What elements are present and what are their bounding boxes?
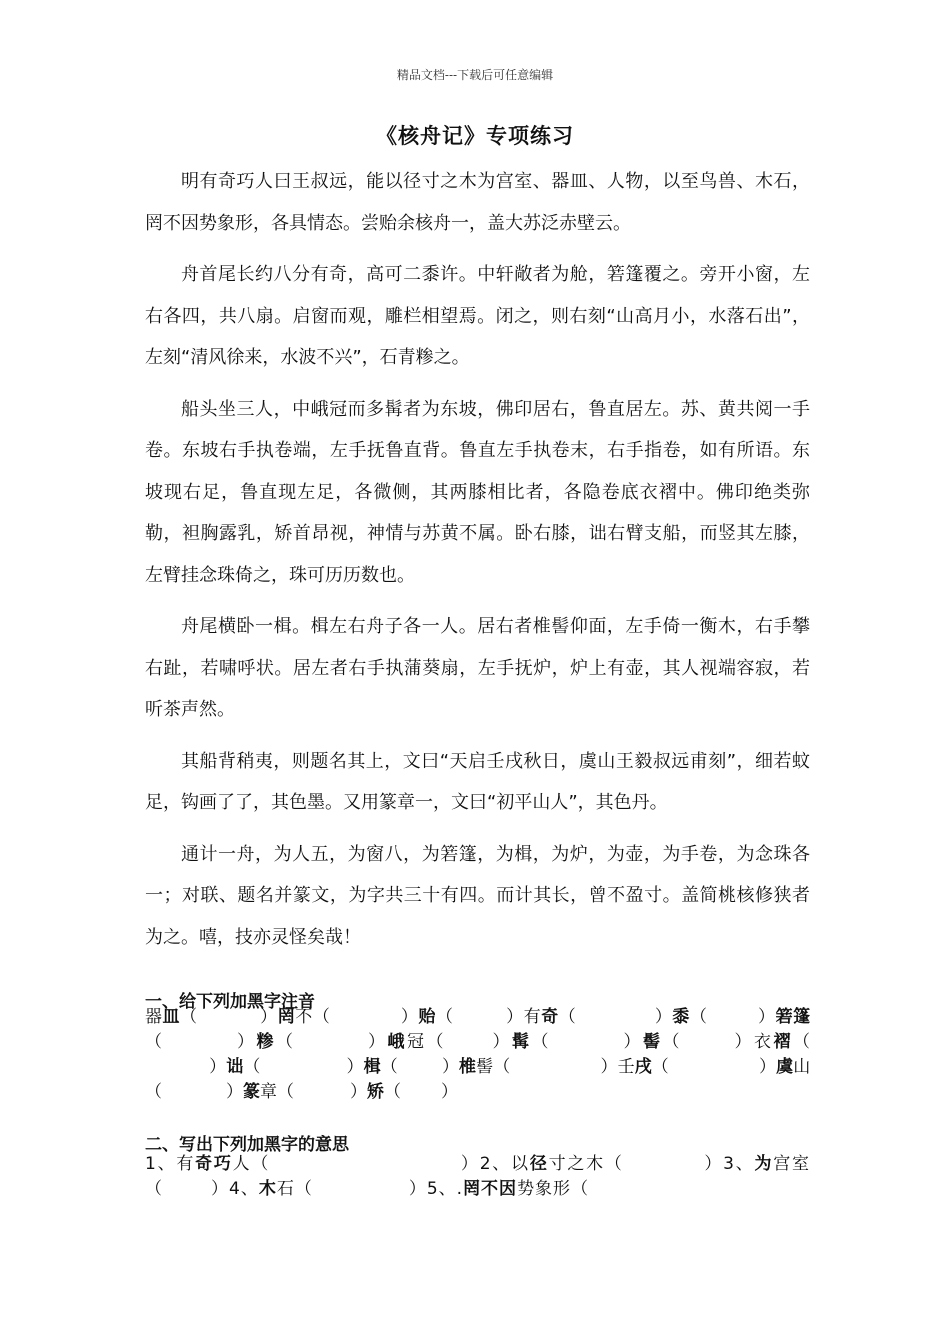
bold-char: 箬篷 (775, 1007, 811, 1027)
bold-char: 径 (529, 1154, 549, 1174)
open-paren: （ (571, 1179, 590, 1199)
bold-char: 楫 (363, 1057, 381, 1077)
close-paren: ） (505, 1007, 524, 1027)
open-paren: （ (689, 1007, 708, 1027)
pinyin-item (512, 1032, 643, 1052)
section1-exercise (145, 1005, 810, 1105)
close-paren: ） (757, 1007, 776, 1027)
open-paren: （ (277, 1082, 294, 1102)
pinyin-item (618, 1057, 777, 1077)
bold-char: 为 (754, 1154, 774, 1174)
pinyin-item (459, 1057, 618, 1077)
passage (145, 161, 810, 968)
pinyin-item (243, 1082, 367, 1102)
close-paren: ） (600, 1057, 618, 1077)
passage-paragraph: 舟尾横卧一楫。楫左右舟子各一人。居右者椎髻仰面，左手倚一衡木，右手攀右趾，若啸呼状。居左者右手执蒲葵扇，左手抚炉，炉上有壶，其人视端容寂，若听茶声然。 (145, 616, 810, 720)
section1-heading: 一、给下列加黑字注音 (145, 992, 315, 1012)
pinyin-item (418, 1007, 523, 1027)
close-paren: ） (226, 1082, 243, 1102)
open-paren: （ (604, 1154, 624, 1174)
bold-char: 罔 (277, 1007, 296, 1027)
open-paren: （ (558, 1007, 577, 1027)
pinyin-item (672, 1007, 775, 1027)
item-number: 3、 (723, 1154, 755, 1174)
meaning-item (427, 1179, 589, 1199)
passage-paragraph: 船头坐三人，中峨冠而多髯者为东坡，佛印居右，鲁直居左。苏、黄共阅一手卷。东坡右手执卷端，左手抚鲁直背。鲁直左手执卷末，右手指卷，如有所语。东坡现右足，鲁直现左足，各微侧，其两膝相比者，各隐卷底衣褶中。佛印绝类弥勒，袒胸露乳，矫首昂视，神情与苏黄不属。卧右膝，诎右臂支船，而竖其左膝，左臂挂念珠倚之，珠可历历数也。 (145, 398, 810, 586)
item-text: 章 (260, 1082, 277, 1102)
item-text: 以 (511, 1154, 530, 1174)
open-paren: （ (380, 1057, 398, 1077)
bold-char: 褶 (773, 1032, 793, 1052)
item-text: 壬 (617, 1057, 635, 1077)
item-text: 石 (276, 1179, 295, 1199)
passage-paragraph: 明有奇巧人曰王叔远，能以径寸之木为宫室、器皿、人物，以至鸟兽、木石，罔不因势象形，各具情态。尝贻余核舟一，盖大苏泛赤壁云。 (145, 171, 810, 234)
close-paren: ） (346, 1057, 364, 1077)
close-paren: ） (350, 1082, 367, 1102)
item-number: 5、 (426, 1179, 457, 1199)
item-text: 寸之木 (548, 1154, 605, 1174)
close-paren: ） (441, 1082, 458, 1102)
close-paren: ） (211, 1179, 229, 1199)
bold-char: 篆 (243, 1082, 260, 1102)
item-text: 势象形 (517, 1179, 572, 1199)
item-text: 有 (523, 1007, 542, 1027)
bold-char: 贻 (418, 1007, 437, 1027)
close-paren: ） (441, 1057, 460, 1077)
bold-char: 髯 (512, 1032, 532, 1052)
open-paren: （ (312, 1007, 331, 1027)
close-paren: ） (732, 1032, 754, 1052)
bold-char: 奇 (541, 1007, 559, 1027)
pinyin-item (367, 1082, 458, 1102)
close-paren: ） (408, 1179, 427, 1199)
item-text: 宫室 (773, 1154, 811, 1174)
section2-exercise (145, 1152, 810, 1202)
item-text: 不 (295, 1007, 313, 1027)
bold-char: 罔不因 (463, 1179, 518, 1199)
close-paren: ） (259, 1007, 278, 1027)
open-paren: （ (493, 1057, 511, 1077)
pinyin-item (643, 1032, 754, 1052)
open-paren: （ (531, 1032, 551, 1052)
bold-char: 诎 (226, 1057, 244, 1077)
open-paren: （ (145, 1082, 162, 1102)
item-text: 髻 (476, 1057, 494, 1077)
bold-char: 髻 (643, 1032, 663, 1052)
item-number: 2、 (479, 1154, 512, 1174)
open-paren: （ (145, 1179, 163, 1199)
open-paren: （ (276, 1032, 296, 1052)
close-paren: ） (758, 1057, 777, 1077)
open-paren: （ (145, 1032, 165, 1052)
open-paren: （ (294, 1179, 313, 1199)
close-paren: ） (490, 1032, 512, 1052)
open-paren: （ (251, 1154, 271, 1174)
bold-char: 峨 (387, 1032, 407, 1052)
item-text: 器 (145, 1007, 163, 1027)
item-number: 1、 (145, 1154, 177, 1174)
bold-char: 虞 (776, 1057, 794, 1077)
pinyin-item (145, 1007, 278, 1027)
close-paren: ） (365, 1032, 388, 1052)
pinyin-item (226, 1057, 363, 1077)
close-paren: ） (460, 1154, 480, 1174)
item-text: . (456, 1179, 464, 1199)
item-text: 山 (793, 1057, 811, 1077)
bold-char: 黍 (672, 1007, 690, 1027)
item-text: 冠 (407, 1032, 427, 1052)
close-paren: ） (703, 1154, 724, 1174)
bold-char: 椎 (459, 1057, 477, 1077)
bold-char: 奇巧 (195, 1154, 233, 1174)
item-text: 人 (232, 1154, 252, 1174)
meaning-item (480, 1154, 723, 1174)
section2-heading: 二、写出下列加黑字的意思 (145, 1135, 349, 1155)
open-paren: （ (651, 1057, 669, 1077)
close-paren: ） (654, 1007, 673, 1027)
meaning-item (145, 1154, 480, 1174)
open-paren: （ (436, 1007, 454, 1027)
passage-paragraph: 通计一舟，为人五，为窗八，为箬篷，为楫，为炉，为壶，为手卷，为念珠各一；对联、题名并篆文，为字共三十有四。而计其长，曾不盈寸。盖简桃核修狭者为之。嘻，技亦灵怪矣哉！ (145, 843, 810, 948)
open-paren: （ (662, 1032, 682, 1052)
item-text: 衣 (754, 1032, 774, 1052)
open-paren: （ (793, 1032, 810, 1052)
bold-char: 糁 (256, 1032, 276, 1052)
close-paren: ） (234, 1032, 257, 1052)
pinyin-item (524, 1007, 673, 1027)
close-paren: ） (400, 1007, 419, 1027)
open-paren: （ (426, 1032, 446, 1052)
pinyin-item (364, 1057, 459, 1077)
bold-char: 木 (258, 1179, 277, 1199)
pinyin-item (388, 1032, 513, 1052)
passage-paragraph: 舟首尾长约八分有奇，高可二黍许。中轩敞者为舱，箬篷覆之。旁开小窗，左右各四，共八扇。启窗而观，雕栏相望焉。闭之，则右刻“山高月小，水落石出”，左刻“清风徐来，水波不兴”，石青糁之。 (145, 264, 810, 368)
pinyin-item (257, 1032, 388, 1052)
bold-char: 矫 (367, 1082, 384, 1102)
passage-paragraph: 其船背稍夷，则题名其上，文曰“天启壬戌秋日，虞山王毅叔远甫刻”，细若蚊足，钩画了了，其色墨。又用篆章一，文曰“初平山人”，其色丹。 (145, 750, 810, 813)
bold-char: 皿 (162, 1007, 181, 1027)
page-title: 《核舟记》专项练习 (376, 124, 574, 148)
meaning-item (229, 1179, 427, 1199)
open-paren: （ (384, 1082, 401, 1102)
item-text: 有 (176, 1154, 196, 1174)
open-paren: （ (180, 1007, 198, 1027)
bold-char: 戌 (634, 1057, 652, 1077)
open-paren: （ (243, 1057, 261, 1077)
close-paren: ） (209, 1057, 227, 1077)
item-number: 4、 (229, 1179, 259, 1199)
page-header: 精品文档---下载后可任意编辑 (396, 68, 554, 82)
pinyin-item (278, 1007, 419, 1027)
close-paren: ） (621, 1032, 643, 1052)
